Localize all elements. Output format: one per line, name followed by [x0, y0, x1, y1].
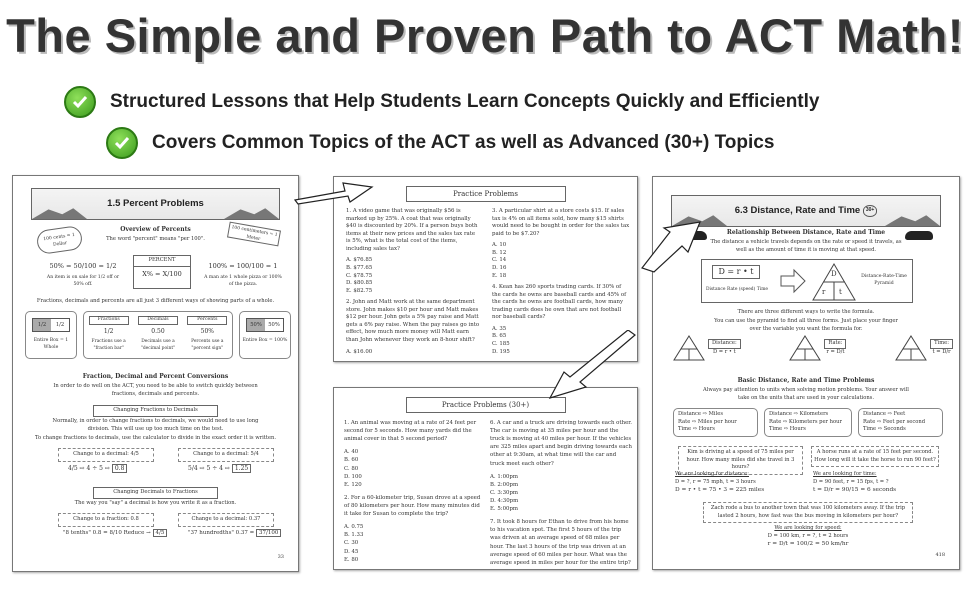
work-steps: 5/4 ⇨ 5 ÷ 4 ⇨	[188, 465, 230, 472]
question-text: 6. A car and a truck are driving towards each other. The car is moving at 35 miles per hour and the truck is moving at 40 miles per hour. If the vehicles are 325 miles apart and begin driving towards each other at 9:30am, at what time will the car and truck meet each other?	[490, 420, 632, 467]
work-steps: 4/5 ⇨ 4 ÷ 5 ⇨	[68, 465, 110, 472]
answer-choices	[492, 242, 630, 280]
hundred-percent-equation: 100% = 100/100 = 1	[208, 262, 278, 270]
question-text: 4. Kean has 260 sports trading cards. If 30% of the cards he owns are baseball cards and 45% of the cards he owns are football cards, how many trading cards does he own that are not football nor baseball cards?	[492, 284, 627, 321]
choice: A. 0.75	[344, 524, 364, 531]
answer-box: 1.25	[232, 464, 251, 473]
entire-box-label: Entire Box = 1 Whole	[33, 338, 69, 350]
choice: E. 80	[344, 556, 359, 563]
choice: A. 40	[344, 449, 359, 456]
choice: A. 35	[492, 325, 507, 332]
answer-box: 37/100	[256, 529, 281, 537]
lesson-banner	[671, 195, 941, 227]
pyramid-d: D	[831, 270, 837, 278]
percent-box-title: PERCENT	[134, 256, 190, 267]
parts-note: Fractions, decimals and percents are all just 3 different ways of showing parts of a whole.	[36, 298, 275, 304]
question-text: 1. An animal was moving at a rate of 24 feet per second for 5 seconds. How many yards did the animal cover in that 5 second period?	[344, 420, 477, 443]
bullet-2	[106, 127, 774, 159]
hundred-box	[239, 311, 291, 359]
choice: B. $77.65	[346, 264, 373, 271]
units-box	[764, 408, 852, 437]
choice: A. 1:00pm	[490, 473, 518, 480]
units-box	[673, 408, 758, 437]
choice: B. 60	[344, 457, 359, 464]
choice: A. $16.00	[346, 348, 373, 355]
percent-formula-box	[133, 255, 191, 289]
choice: B. 1.33	[344, 532, 364, 539]
percent-problems-page	[12, 175, 299, 572]
basic-problems-heading: Basic Distance, Rate and Time Problems	[737, 377, 875, 384]
example-work	[63, 530, 173, 538]
answer-choices	[344, 523, 484, 564]
unshaded-half: 50%	[268, 322, 280, 328]
arrow-to-practice-icon	[290, 180, 380, 206]
percent-meaning: The word "percent" means "per 100".	[106, 236, 205, 242]
givens: D = ?, r = 75 mph, t = 3 hours	[675, 478, 756, 485]
form-equation: r = D/t	[826, 349, 845, 355]
percent-use: Percents use a "percent sign"	[191, 339, 224, 351]
example-work	[68, 465, 127, 474]
looking-for: We are looking for time:	[813, 471, 877, 477]
f2d-note: Normally, in order to change fractions to decimals, we would need to use long division. This will use up too much time on the test.	[52, 418, 259, 432]
lesson-title: 1.5 Percent Problems	[107, 198, 204, 210]
left-column	[344, 419, 484, 569]
choice: A. $76.85	[346, 257, 373, 264]
choice: C. 185	[492, 341, 510, 347]
percent-value: 50%	[200, 327, 214, 335]
unit-line: Time ⇨ Hours	[678, 426, 715, 433]
example-problem: A horse runs at a rate of 15 feet per second. How long will it take the horse to run 90 feet?	[811, 446, 939, 467]
three-ways-text: There are three different ways to write the formula.	[737, 309, 875, 315]
decimals-label: Decimals	[138, 316, 178, 325]
choice: B. 65	[492, 333, 507, 340]
units-box	[858, 408, 943, 437]
choice: D. 4:30pm	[490, 497, 519, 504]
choice: D. 45	[344, 548, 359, 555]
example-problem: Zach rode a bus to another town that was 100 kilometers away. If the trip lasted 2 hours, how fast was the bus moving in kilometers per hour?	[703, 502, 913, 523]
answer-choices	[490, 473, 632, 514]
example-prompt: Change to a decimal: 5/4	[178, 448, 274, 462]
choice: B. 12	[492, 249, 507, 256]
pyramid-label: Distance-Rate-Time Pyramid	[861, 274, 907, 286]
form-label: Time:	[930, 339, 953, 349]
headline: The Simple and Proven Path to ACT Math!	[6, 9, 964, 62]
choice: B. 2:00pm	[490, 481, 519, 488]
arrow-to-distance-icon	[640, 218, 710, 273]
conversions-heading: Fraction, Decimal and Percent Conversions	[82, 373, 229, 380]
choice: D. $80.85	[346, 280, 373, 287]
example-work	[188, 530, 288, 538]
advanced-badge: 30+	[863, 205, 877, 216]
answer-choices	[346, 257, 481, 295]
example-solution	[813, 471, 943, 494]
choice: E. 18	[492, 272, 507, 279]
overview-heading: Overview of Percents	[120, 226, 191, 233]
unit-line: Distance ⇨ Miles	[678, 411, 723, 417]
form-distance	[673, 335, 741, 361]
example-prompt: Change to a decimal: 0.37	[178, 513, 274, 527]
choice: C. 80	[344, 465, 359, 472]
formula-forms	[673, 335, 953, 361]
form-time	[895, 335, 953, 361]
label: Rate (speed)	[727, 287, 756, 292]
fractions-label: Fractions	[89, 316, 129, 325]
choice: C. 30	[344, 540, 359, 547]
decimal-use: Decimals use a "decimal point"	[140, 339, 176, 351]
practice-heading: Practice Problems	[406, 186, 566, 202]
question-text: 2. John and Matt work at the same department store. John makes $10 per hour and Matt makes $12 per hour. John gets a 5% pay raise and Matt gets a 6% pay raise. When the pay raises go into effect, how much more money will Matt earn than John whenever they work an 8-hour shift?	[346, 299, 480, 343]
form-label: Rate:	[824, 339, 846, 349]
representations-box	[83, 311, 233, 359]
bullet-text: Covers Common Topics of the ACT as well as Advanced (30+) Topics	[152, 132, 775, 153]
looking-for: We are looking for speed:	[774, 525, 842, 531]
conversions-intro: In order to do well on the ACT, you need to be able to switch quickly between fractions, decimals and percents.	[53, 383, 258, 397]
form-rate	[789, 335, 846, 361]
f2d-note: To change fractions to decimals, use the calculator to divide in the exact order it is written.	[34, 435, 277, 441]
fractions-to-decimals-heading: Changing Fractions to Decimals	[93, 405, 218, 417]
units-boxes	[673, 408, 943, 437]
right-column	[490, 419, 632, 570]
shaded-half: 1/2	[33, 319, 51, 331]
pyramid-tip: You can use the pyramid to find all three forms. Just place your finger over the variable you want the formula for.	[714, 318, 898, 332]
choice: A. 10	[492, 242, 507, 249]
relationship-heading: Relationship Between Distance, Rate and Time	[726, 229, 886, 236]
givens: D = 100 km, r = ?, t = 2 hours	[767, 532, 849, 539]
work: r = D/t = 100/2 = 50 km/hr	[767, 541, 849, 548]
pyramid-finger-icon	[895, 335, 927, 361]
unit-line: Distance ⇨ Kilometers	[769, 411, 829, 417]
choice: D. 195	[492, 348, 510, 355]
form-equation: D = r • t	[713, 349, 736, 355]
choice: E. 5:00pm	[490, 506, 519, 513]
example-prompt: Change to a fraction: 0.8	[58, 513, 154, 527]
answer-box: 4/5	[153, 529, 168, 537]
equation-note: An item is on sale for 1/2 off or 50% off.	[46, 275, 120, 287]
form-equation: t = D/r	[932, 349, 951, 355]
fifty-percent-equation: 50% = 50/100 = 1/2	[49, 262, 117, 270]
decimal-value: 0.50	[151, 327, 165, 335]
lesson-banner	[31, 188, 280, 220]
decimals-to-fractions-heading: Changing Decimals to Fractions	[93, 487, 218, 499]
choice: C. $78.75	[346, 272, 373, 279]
unit-line: Rate ⇨ Feet per second	[863, 418, 926, 425]
label: Distance	[706, 287, 726, 292]
whole-box	[25, 311, 77, 359]
fraction-use: Fractions use a "fraction bar"	[91, 339, 126, 351]
dollar-stamp: 100 cents = 1 Dollar	[36, 225, 84, 255]
right-arrow-icon	[780, 268, 806, 294]
meter-stamp: 100 centimeters = 1 Meter	[227, 222, 281, 247]
shaded-half: 50%	[247, 319, 265, 331]
lesson-title: 6.3 Distance, Rate and Time	[734, 205, 861, 217]
label: Time	[756, 287, 768, 292]
choice: D. 100	[344, 473, 362, 480]
choice: C. 3:30pm	[490, 489, 519, 496]
page-number: 33	[277, 553, 284, 560]
unit-line: Time ⇨ Hours	[769, 426, 806, 433]
example-solution	[713, 525, 903, 548]
example-problem: Kim is driving at a speed of 75 miles per hour. How many miles did she travel in 3 hours?	[678, 446, 803, 475]
question-text: 7. It took 8 hours for Ethan to drive from his home to his vacation spot. The first 5 hours of the trip was driven at an average speed of 68 miles per hour. The last 3 hours of the trip was driven at an average speed of 60 miles per hour. What was the average speed in miles per hour for the entire trip?	[490, 519, 631, 566]
arrow-to-advanced-icon	[540, 330, 640, 405]
work-steps: "37 hundredths" 0.37 =	[188, 530, 255, 536]
percents-label: Percents	[187, 316, 227, 325]
unit-line: Distance ⇨ Feet	[863, 411, 906, 417]
work-steps: "8 tenths" 0.8 = 8/10 Reduce →	[63, 530, 151, 536]
practice-heading: Practice Problems (30+)	[406, 397, 566, 413]
formula-labels	[706, 287, 768, 293]
looking-for: We are looking for distance:	[675, 471, 749, 477]
work: D = r • t = 75 • 3 = 225 miles	[675, 487, 765, 494]
answer-box: 0.8	[112, 464, 128, 473]
unit-line: Rate ⇨ Miles per hour	[678, 418, 737, 425]
page-number: 418	[935, 551, 945, 558]
fraction-value: 1/2	[103, 327, 114, 335]
unit-line: Time ⇨ Seconds	[863, 426, 906, 433]
pyramid-t: t	[839, 288, 842, 296]
work: t = D/r = 90/15 = 6 seconds	[813, 487, 897, 494]
pyramid-finger-icon	[789, 335, 821, 361]
pyramid-finger-icon	[673, 335, 705, 361]
advanced-practice-page	[333, 387, 638, 570]
choice: E. 120	[344, 481, 362, 488]
equation-note: A man ate 1 whole pizza or 100% of the pizza.	[204, 275, 282, 287]
percent-box-formula: X% = X/100	[142, 269, 182, 278]
bullet-1	[64, 86, 819, 118]
answer-choices	[344, 448, 484, 489]
example-solution	[675, 471, 805, 494]
question-text: 2. For a 60-kilometer trip, Susan drove at a speed of 80 kilometers per hour. How many minutes did it take for Susan to complete the trip?	[344, 494, 481, 518]
checkmark-icon	[106, 127, 138, 159]
form-label: Distance:	[708, 339, 741, 349]
left-column	[346, 208, 481, 360]
formula-box	[701, 259, 913, 303]
basic-problems-text: Always pay attention to units when solving motion problems. Your answer will take on the units that are used in your calculations.	[703, 387, 909, 401]
example-prompt: Change to a decimal: 4/5	[58, 448, 154, 462]
pyramid-r: r	[822, 288, 826, 296]
entire-box-label: Entire Box = 100%	[242, 338, 288, 343]
choice: C. 14	[492, 257, 507, 264]
choice: D. 16	[492, 264, 507, 271]
relationship-text: The distance a vehicle travels depends on the rate or speed it travels, as well as the amount of time it is moving at that speed.	[710, 239, 902, 253]
question-text: 3. A particular shirt at a store costs $15. If sales tax is 4% on all items sold, how many $15 shirts would need to be bought in order for the sales tax paid to be $7.20?	[492, 208, 630, 237]
unshaded-half: 1/2	[55, 322, 65, 328]
checkmark-icon	[64, 86, 96, 118]
choice: E. $82.75	[346, 287, 373, 294]
unit-line: Rate ⇨ Kilometers per hour	[769, 418, 842, 425]
question-text: 1. A video game that was originally $56 is marked up by 25%. A coat that was originally $40 is discounted by 20%. If a person buys both items at their new prices and the sales tax rate is 5%, what is the total cost of the items, including sales tax?	[346, 208, 478, 252]
d2f-note: The way you "say" a decimal is how you write it as a fraction.	[74, 500, 237, 506]
formula: D = r • t	[712, 265, 760, 279]
givens: D = 90 feet, r = 15 fps, t = ?	[813, 478, 889, 485]
example-work	[188, 465, 251, 474]
bullet-text: Structured Lessons that Help Students Learn Concepts Quickly and Efficiently	[110, 91, 820, 112]
